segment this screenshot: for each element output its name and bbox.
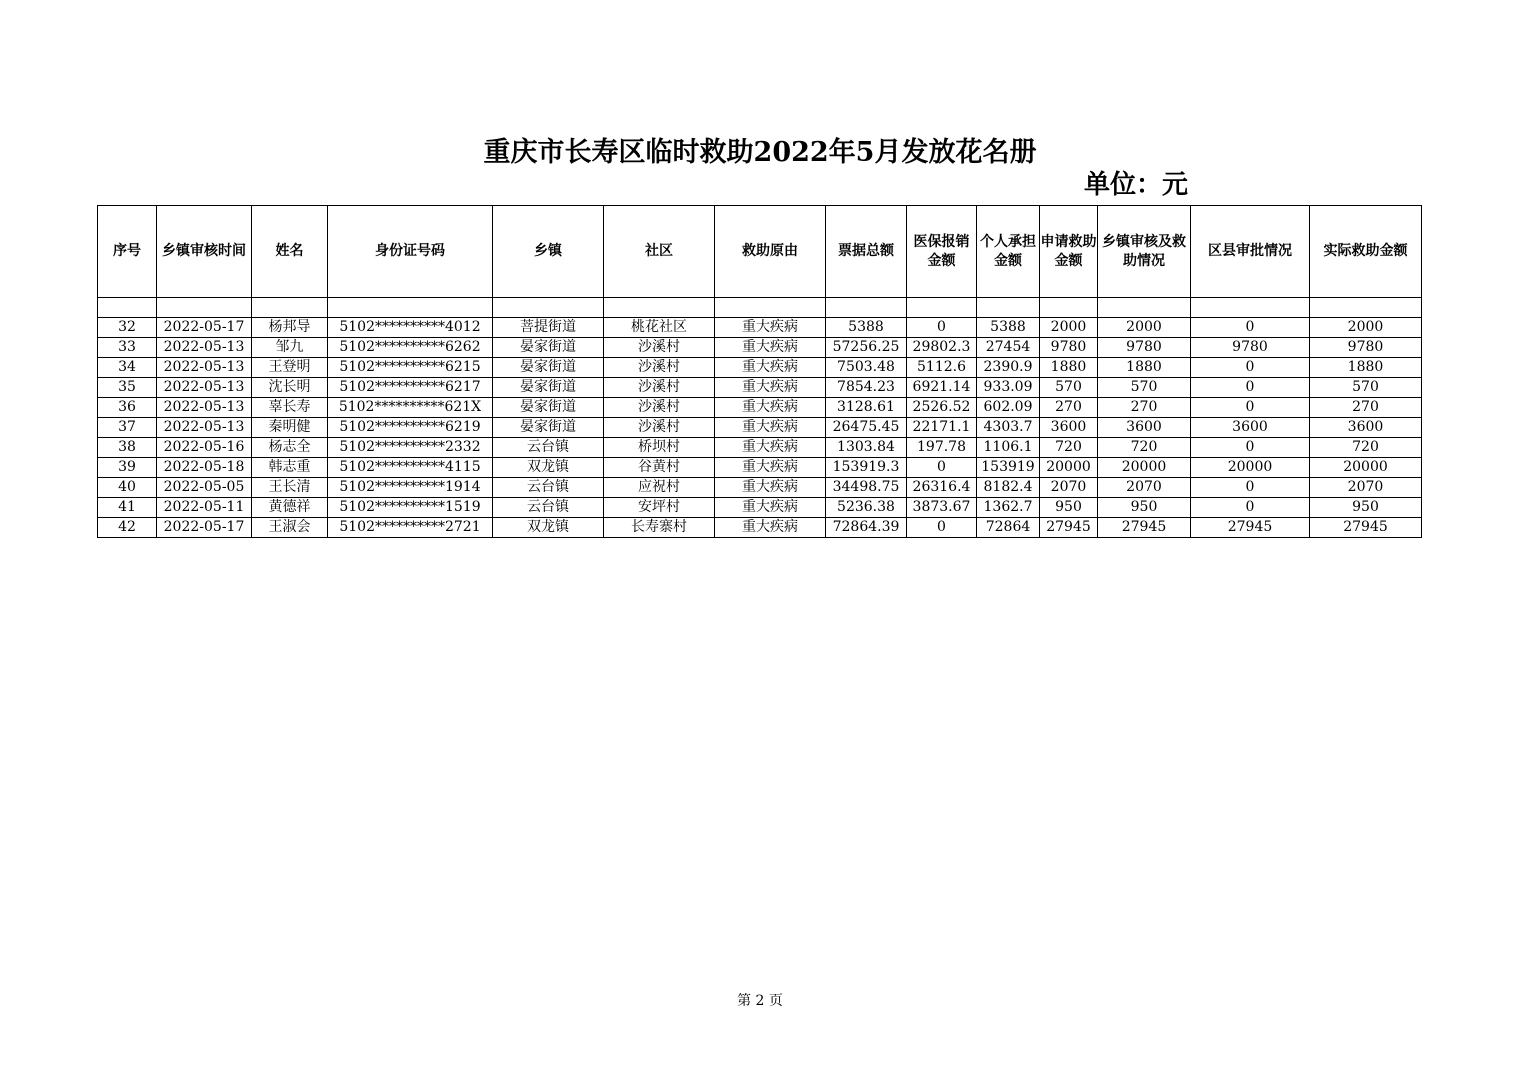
table-cell: 2022-05-11 — [157, 498, 252, 518]
table-cell: 9780 — [1040, 338, 1098, 358]
header-cell: 申请救助金额 — [1040, 206, 1098, 298]
table-cell: 5388 — [826, 318, 907, 338]
table-cell: 杨邦导 — [252, 318, 328, 338]
table-cell: 5112.6 — [907, 358, 977, 378]
table-cell: 36 — [98, 398, 157, 418]
table-cell: 重大疾病 — [715, 418, 826, 438]
table-cell: 950 — [1310, 498, 1422, 518]
table-cell: 0 — [1191, 438, 1310, 458]
table-cell: 重大疾病 — [715, 458, 826, 478]
table-cell: 9780 — [1310, 338, 1422, 358]
table-cell: 0 — [907, 318, 977, 338]
table-cell: 云台镇 — [493, 478, 604, 498]
table-cell: 2022-05-05 — [157, 478, 252, 498]
table-cell: 41 — [98, 498, 157, 518]
table-cell: 3600 — [1191, 418, 1310, 438]
table-cell: 0 — [1191, 498, 1310, 518]
table-cell: 39 — [98, 458, 157, 478]
header-cell: 序号 — [98, 206, 157, 298]
table-cell: 33 — [98, 338, 157, 358]
page-number: 第 2 页 — [737, 993, 783, 1009]
table-cell: 0 — [1191, 358, 1310, 378]
table-cell: 云台镇 — [493, 438, 604, 458]
table-cell: 20000 — [1040, 458, 1098, 478]
table-cell: 6921.14 — [907, 378, 977, 398]
table-cell: 3873.67 — [907, 498, 977, 518]
gap-cell — [328, 298, 493, 318]
gap-cell — [1098, 298, 1191, 318]
table-cell: 3128.61 — [826, 398, 907, 418]
table-cell: 2022-05-13 — [157, 378, 252, 398]
gap-cell — [1191, 298, 1310, 318]
header-cell: 身份证号码 — [328, 206, 493, 298]
table-row — [98, 398, 1422, 418]
header-cell: 救助原由 — [715, 206, 826, 298]
table-cell: 950 — [1098, 498, 1191, 518]
table-cell: 5102**********6219 — [328, 418, 493, 438]
table-cell: 57256.25 — [826, 338, 907, 358]
table-cell: 重大疾病 — [715, 378, 826, 398]
table-cell: 2526.52 — [907, 398, 977, 418]
table-cell: 37 — [98, 418, 157, 438]
table-row — [98, 438, 1422, 458]
header-cell: 实际救助金额 — [1310, 206, 1422, 298]
table-cell: 杨志全 — [252, 438, 328, 458]
table-cell: 3600 — [1098, 418, 1191, 438]
header-cell: 乡镇审核时间 — [157, 206, 252, 298]
page-title: 重庆市长寿区临时救助2022年5月发放花名册 — [483, 137, 1037, 168]
table-cell: 2022-05-13 — [157, 418, 252, 438]
table-cell: 双龙镇 — [493, 518, 604, 538]
table-cell: 王登明 — [252, 358, 328, 378]
gap-cell — [157, 298, 252, 318]
table-cell: 0 — [1191, 398, 1310, 418]
header-cell: 社区 — [604, 206, 715, 298]
table-cell: 0 — [1191, 318, 1310, 338]
table-cell: 5102**********2332 — [328, 438, 493, 458]
table-cell: 2022-05-18 — [157, 458, 252, 478]
table-cell: 153919.3 — [826, 458, 907, 478]
table-cell: 5102**********1914 — [328, 478, 493, 498]
header-cell: 姓名 — [252, 206, 328, 298]
gap-cell — [604, 298, 715, 318]
table-row — [98, 518, 1422, 538]
table-cell: 云台镇 — [493, 498, 604, 518]
table-row — [98, 358, 1422, 378]
table-cell: 720 — [1098, 438, 1191, 458]
header-cell: 个人承担金额 — [977, 206, 1040, 298]
table-cell: 王淑会 — [252, 518, 328, 538]
table-row — [98, 378, 1422, 398]
table-cell: 晏家街道 — [493, 418, 604, 438]
gap-cell — [977, 298, 1040, 318]
table-cell: 20000 — [1191, 458, 1310, 478]
header-cell: 区县审批情况 — [1191, 206, 1310, 298]
table-cell: 重大疾病 — [715, 518, 826, 538]
table-cell: 秦明健 — [252, 418, 328, 438]
table-cell: 5102**********4115 — [328, 458, 493, 478]
table-row — [98, 478, 1422, 498]
header-cell: 乡镇 — [493, 206, 604, 298]
table-cell: 沙溪村 — [604, 378, 715, 398]
table-cell: 2070 — [1098, 478, 1191, 498]
table-cell: 72864 — [977, 518, 1040, 538]
table-cell: 1362.7 — [977, 498, 1040, 518]
table-row — [98, 498, 1422, 518]
table-cell: 重大疾病 — [715, 478, 826, 498]
table-cell: 20000 — [1098, 458, 1191, 478]
gap-cell — [493, 298, 604, 318]
table-cell: 5102**********621X — [328, 398, 493, 418]
table-cell: 王长清 — [252, 478, 328, 498]
table-cell: 长寿寨村 — [604, 518, 715, 538]
table-cell: 720 — [1040, 438, 1098, 458]
table-cell: 3600 — [1310, 418, 1422, 438]
table-cell: 重大疾病 — [715, 358, 826, 378]
gap-cell — [907, 298, 977, 318]
gap-cell — [826, 298, 907, 318]
gap-cell — [715, 298, 826, 318]
table-cell: 602.09 — [977, 398, 1040, 418]
table-cell: 27945 — [1191, 518, 1310, 538]
header-cell: 医保报销金额 — [907, 206, 977, 298]
table-cell: 9780 — [1098, 338, 1191, 358]
table-cell: 933.09 — [977, 378, 1040, 398]
table-cell: 2390.9 — [977, 358, 1040, 378]
table-cell: 38 — [98, 438, 157, 458]
table-cell: 3600 — [1040, 418, 1098, 438]
table-cell: 2022-05-13 — [157, 398, 252, 418]
table-cell: 8182.4 — [977, 478, 1040, 498]
table-cell: 5236.38 — [826, 498, 907, 518]
table-cell: 辜长寿 — [252, 398, 328, 418]
table-cell: 晏家街道 — [493, 378, 604, 398]
table-cell: 1880 — [1098, 358, 1191, 378]
header-cell: 乡镇审核及救助情况 — [1098, 206, 1191, 298]
table-cell: 27945 — [1098, 518, 1191, 538]
table-cell: 谷黄村 — [604, 458, 715, 478]
table-cell: 32 — [98, 318, 157, 338]
table-cell: 270 — [1098, 398, 1191, 418]
table-cell: 晏家街道 — [493, 338, 604, 358]
table-row — [98, 318, 1422, 338]
table-cell: 1303.84 — [826, 438, 907, 458]
gap-cell — [1040, 298, 1098, 318]
table-cell: 29802.3 — [907, 338, 977, 358]
table-cell: 40 — [98, 478, 157, 498]
table-cell: 2022-05-13 — [157, 338, 252, 358]
table-cell: 0 — [907, 518, 977, 538]
table-cell: 0 — [907, 458, 977, 478]
table-cell: 2070 — [1040, 478, 1098, 498]
table-cell: 570 — [1098, 378, 1191, 398]
table-cell: 沙溪村 — [604, 398, 715, 418]
table-cell: 邹九 — [252, 338, 328, 358]
table-cell: 2022-05-16 — [157, 438, 252, 458]
table-cell: 950 — [1040, 498, 1098, 518]
table-cell: 5102**********6217 — [328, 378, 493, 398]
header-row — [98, 206, 1422, 298]
table-cell: 27945 — [1040, 518, 1098, 538]
table-cell: 72864.39 — [826, 518, 907, 538]
table-cell: 桥坝村 — [604, 438, 715, 458]
table-cell: 沙溪村 — [604, 418, 715, 438]
table-cell: 黄德祥 — [252, 498, 328, 518]
table-cell: 1106.1 — [977, 438, 1040, 458]
table-cell: 153919 — [977, 458, 1040, 478]
table-cell: 重大疾病 — [715, 438, 826, 458]
table-cell: 0 — [1191, 478, 1310, 498]
gap-cell — [1310, 298, 1422, 318]
table-cell: 5388 — [977, 318, 1040, 338]
table-cell: 5102**********6262 — [328, 338, 493, 358]
table-cell: 重大疾病 — [715, 498, 826, 518]
header-cell: 票据总额 — [826, 206, 907, 298]
table-cell: 2022-05-17 — [157, 518, 252, 538]
table-cell: 桃花社区 — [604, 318, 715, 338]
table-cell: 5102**********6215 — [328, 358, 493, 378]
table-cell: 197.78 — [907, 438, 977, 458]
table-cell: 沈长明 — [252, 378, 328, 398]
table-cell: 9780 — [1191, 338, 1310, 358]
table-body — [98, 298, 1422, 538]
table-cell: 27454 — [977, 338, 1040, 358]
table-cell: 26316.4 — [907, 478, 977, 498]
table-cell: 2000 — [1040, 318, 1098, 338]
table-cell: 42 — [98, 518, 157, 538]
table-cell: 沙溪村 — [604, 358, 715, 378]
table-cell: 2022-05-13 — [157, 358, 252, 378]
table-cell: 26475.45 — [826, 418, 907, 438]
table-cell: 晏家街道 — [493, 358, 604, 378]
table-cell: 0 — [1191, 378, 1310, 398]
table-cell: 34 — [98, 358, 157, 378]
table-cell: 22171.1 — [907, 418, 977, 438]
table-cell: 沙溪村 — [604, 338, 715, 358]
table-row — [98, 418, 1422, 438]
table-cell: 2000 — [1310, 318, 1422, 338]
table-cell: 2022-05-17 — [157, 318, 252, 338]
table-cell: 菩提街道 — [493, 318, 604, 338]
header-gap-row — [98, 298, 1422, 318]
table-cell: 2000 — [1098, 318, 1191, 338]
table-cell: 7503.48 — [826, 358, 907, 378]
table-cell: 1880 — [1310, 358, 1422, 378]
table-cell: 5102**********4012 — [328, 318, 493, 338]
table-cell: 270 — [1310, 398, 1422, 418]
table-cell: 晏家街道 — [493, 398, 604, 418]
table-cell: 4303.7 — [977, 418, 1040, 438]
relief-roster-table — [97, 205, 1422, 538]
table-cell: 570 — [1040, 378, 1098, 398]
table-cell: 5102**********1519 — [328, 498, 493, 518]
table-cell: 270 — [1040, 398, 1098, 418]
table-cell: 34498.75 — [826, 478, 907, 498]
table-cell: 双龙镇 — [493, 458, 604, 478]
table-row — [98, 458, 1422, 478]
table-cell: 5102**********2721 — [328, 518, 493, 538]
table-cell: 重大疾病 — [715, 338, 826, 358]
gap-cell — [252, 298, 328, 318]
table-cell: 27945 — [1310, 518, 1422, 538]
table-cell: 应祝村 — [604, 478, 715, 498]
table-row — [98, 338, 1422, 358]
table-cell: 安坪村 — [604, 498, 715, 518]
table-cell: 2070 — [1310, 478, 1422, 498]
table-cell: 35 — [98, 378, 157, 398]
table-cell: 720 — [1310, 438, 1422, 458]
gap-cell — [98, 298, 157, 318]
table-cell: 20000 — [1310, 458, 1422, 478]
table-cell: 重大疾病 — [715, 318, 826, 338]
table-cell: 1880 — [1040, 358, 1098, 378]
table-cell: 7854.23 — [826, 378, 907, 398]
table-cell: 570 — [1310, 378, 1422, 398]
table-cell: 重大疾病 — [715, 398, 826, 418]
unit-label: 单位：元 — [1084, 170, 1189, 200]
table-cell: 韩志重 — [252, 458, 328, 478]
